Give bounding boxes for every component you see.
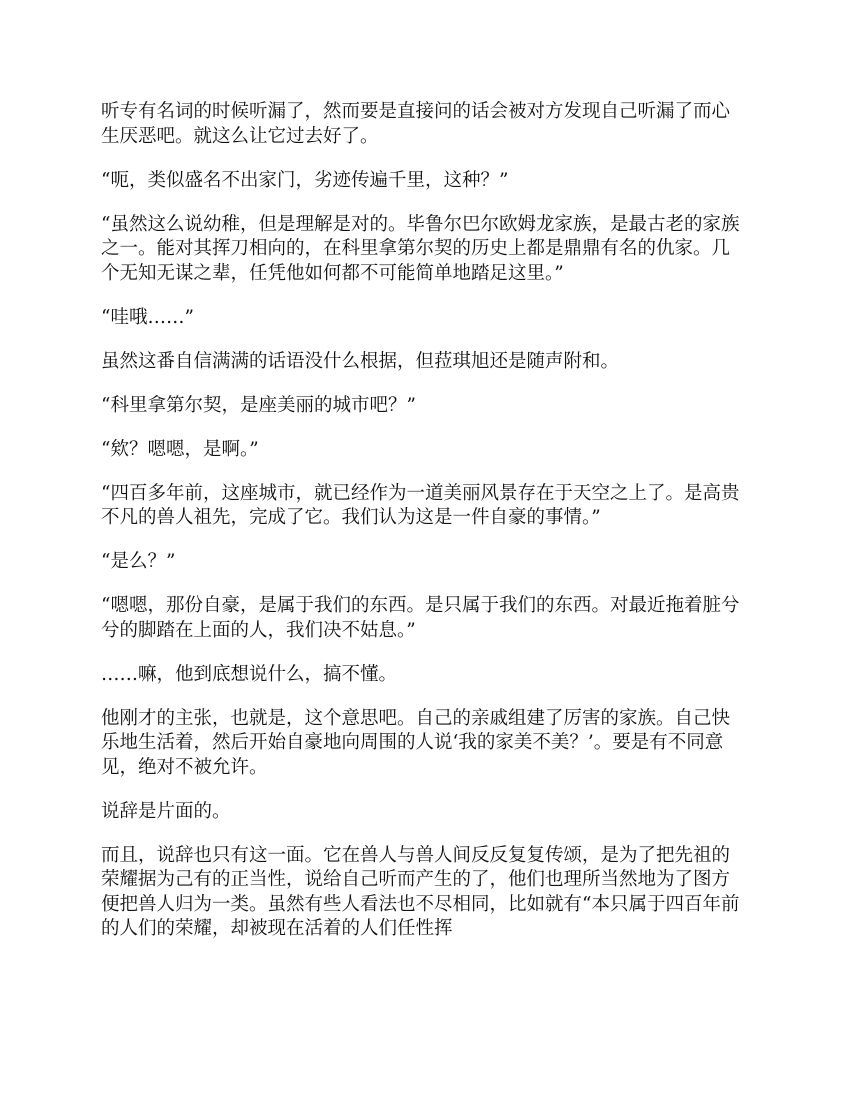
paragraph-11: ……嘛，他到底想说什么，搞不懂。 xyxy=(101,663,398,685)
paragraph-12: 他刚才的主张，也就是，这个意思吧。自己的亲戚组建了厉害的家族。自己快乐地生活着，然后开始自豪地向周围的人说‘我的家美不美？’。要是有不同意见，绝对不被允许。 xyxy=(101,707,731,778)
paragraph-2: “呃，类似盛名不出家门，劣迹传遍千里，这种？” xyxy=(101,169,509,191)
paragraph-8: “四百多年前，这座城市，就已经作为一道美丽风景存在于天空之上了。是高贵不凡的兽人祖先，完成了它。我们认为这是一件自豪的事情。” xyxy=(101,482,740,528)
paragraph-4: “哇哦……” xyxy=(101,306,194,328)
paragraph-6: “科里拿第尔契，是座美丽的城市吧？” xyxy=(101,394,416,416)
paragraph-3: “虽然这么说幼稚，但是理解是对的。毕鲁尔巴尔欧姆龙家族，是最古老的家族之一。能对其挥刀相向的，在科里拿第尔契的历史上都是鼎鼎有名的仇家。几个无知无谋之辈，任凭他如何都不可能简单地踏足这里。” xyxy=(101,213,740,284)
paragraph-9: “是么？” xyxy=(101,551,176,572)
document-page xyxy=(101,100,747,961)
paragraph-1: 听专有名词的时候听漏了，然而要是直接问的话会被对方发现自己听漏了而心生厌恶吧。就这么让它过去好了。 xyxy=(101,101,731,147)
paragraph-14: 而且，说辞也只有这一面。它在兽人与兽人间反反复复传颂，是为了把先祖的荣耀据为己有的正当性，说给自己听而产生的了，他们也理所当然地为了图方便把兽人归为一类。虽然有些人看法也不尽相同，比如就有“本只属于四百年前的人们的荣耀，却被现在活着的人们任性挥 xyxy=(101,844,740,939)
paragraph-7: “欸？嗯嗯，是啊。” xyxy=(101,438,259,460)
paragraph-5: 虽然这番自信满满的话语没什么根据，但菈琪旭还是随声附和。 xyxy=(101,350,620,372)
paragraph-13: 说辞是片面的。 xyxy=(101,800,231,822)
paragraph-10: “嗯嗯，那份自豪，是属于我们的东西。是只属于我们的东西。对最近拖着脏兮兮的脚踏在上面的人，我们决不姑息。” xyxy=(101,595,740,641)
